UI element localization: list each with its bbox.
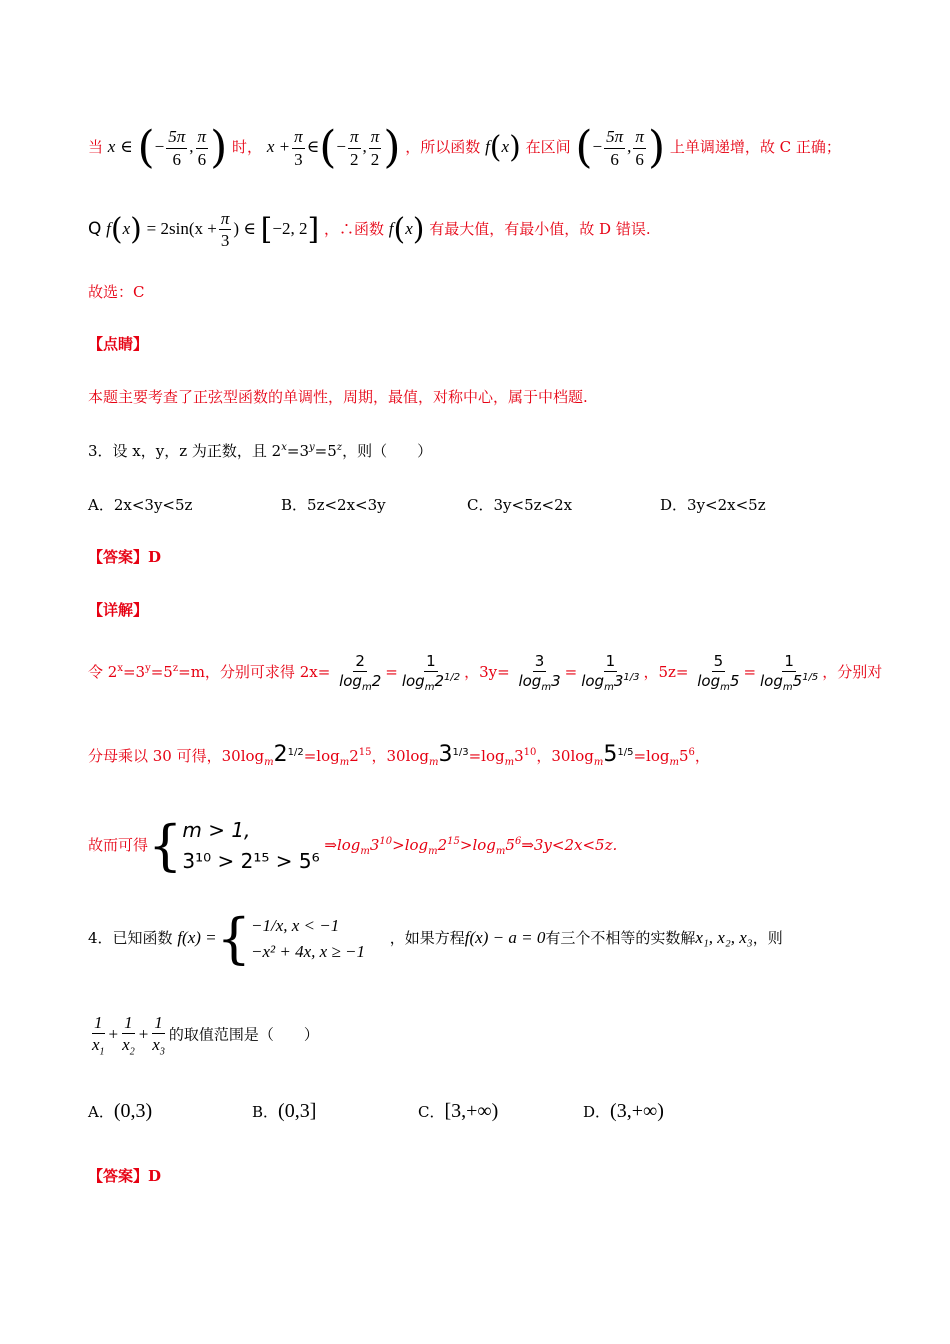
- solution-q3-line2: 分母乘以 30 可得，$30\log_m2^{1/2}=\log_m2^{15}$，$30\log_m3^{1/3}=\log_m3^{10}$，$30\log_m5^{1/5}=\log_m5^6$，: [88, 742, 710, 768]
- range-value: −2, 2: [272, 218, 308, 238]
- expr-2sin: = 2sin(x +: [146, 218, 217, 238]
- solution-line-monotonic: 当 x ∈ (− $\frac{5\pi}{6}$ , $\frac{\pi}{6}$ ) 时， x + $\frac{\pi}{3}$ ∈(− $\frac{\pi}{2}$ , $\frac{\pi}{2}$ ) ，所以函数 f(x) 在区间 (− $\frac{5\pi}{6}$ , $\frac{\pi}{6}$ ) 上单调递增，故 C 正确；: [88, 122, 841, 173]
- paren-open: (: [137, 122, 155, 173]
- fraction-pi-2b: $\frac{\pi}{2}$: [370, 127, 380, 169]
- system-brace: {: [148, 814, 183, 877]
- q4-option-b: B．(0,3]: [252, 1100, 317, 1122]
- solution-line-range: Q f(x) = 2sin(x + $\frac{\pi}{3}$ ) ∈ [−2, 2] ，∴函数 f(x) 有最大值，有最小值，故 D 错误.: [88, 209, 651, 251]
- piecewise-brace: {: [216, 907, 251, 970]
- q3-option-a: A．2x<3y<5z: [88, 496, 193, 514]
- frac-1-logm3third: $\frac{1}{\log_m3^{1/3}}$: [581, 652, 640, 693]
- q4-option-c: C．[3,+∞): [418, 1100, 499, 1122]
- text-shi: 时，: [232, 138, 263, 156]
- in-range: ) ∈: [233, 218, 256, 238]
- summary-text: 本题主要考查了正弦型函数的单调性，周期，最值，对称中心，属于中档题.: [88, 388, 588, 406]
- q3-option-b: B．5z<2x<3y: [281, 496, 386, 514]
- piecewise-cases: −1/x, x < −1 −x² + 4x, x ≥ −1: [251, 915, 365, 961]
- because-symbol: Q: [88, 218, 102, 239]
- frac-1-logm5fifth: $\frac{1}{\log_m5^{1/5}}$: [760, 652, 819, 693]
- fraction-5pi-6: $\frac{5\pi}{6}$: [168, 127, 186, 169]
- func-f: f: [485, 137, 490, 156]
- equation: f(x) − a = 0: [464, 928, 546, 947]
- text-when: 当: [88, 138, 104, 156]
- q3-detail-heading: 【详解】: [88, 601, 149, 619]
- var-x: x: [107, 137, 116, 156]
- fraction-pi-6b: $\frac{\pi}{6}$: [635, 127, 644, 169]
- q4-option-d: D．(3,+∞): [583, 1100, 664, 1122]
- text-therefore-function: ，∴函数: [323, 219, 384, 238]
- q3-answer: 【答案】D: [88, 548, 162, 566]
- fraction-pi-3b: $\frac{\pi}{3}$: [220, 209, 230, 251]
- fraction-pi-6: $\frac{\pi}{6}$: [197, 127, 207, 169]
- question-4-sum: $\frac{1}{x_1}$ + $\frac{1}{x_2}$ + $\frac{1}{x_3}$ 的取值范围是（ ）: [92, 1013, 319, 1058]
- func-fx: f(x) =: [177, 928, 217, 947]
- q3-option-d: D．3y<2x<5z: [660, 496, 766, 514]
- question-3-stem: 3．设 x，y，z 为正数，且 $2^x=3^y=5^z$，则（ ）: [88, 442, 433, 460]
- frac-5-logm5: $\frac{5}{\log_m5}$: [697, 652, 740, 693]
- question-4-stem: 4．已知函数 f(x) ={ −1/x, x < −1 −x² + 4x, x ≥ −1 ，如果方程f(x) − a = 0有三个不相等的实数解x₁, x₂, x₃，则: [88, 907, 783, 970]
- in-symbol: ∈: [120, 137, 133, 156]
- q3-option-c: C．3y<5z<2x: [467, 496, 573, 514]
- roots: x₁, x₂, x₃: [695, 928, 753, 947]
- frac-1-logm2half: $\frac{1}{\log_m2^{1/2}}$: [401, 652, 461, 693]
- text-interval: 在区间: [525, 138, 571, 156]
- text-d-wrong: 有最大值，有最小值，故 D 错误.: [429, 219, 651, 238]
- heading-dianjing: 【点睛】: [88, 335, 149, 353]
- select-answer-c: 故选：C: [88, 283, 145, 301]
- solution-q3-line1: 令 $2^x=3^y=5^z=m$，分别可求得 2x= $\frac{2}{\log_m2}$ = $\frac{1}{\log_m2^{1/2}}$ ，3y= $\frac{3}{\log_m3}$ = $\frac{1}{\log_m3^{1/3}}$ ，5z= $\frac{5}{\log_m5}$ = $\frac{1}{\log_m5^{1/5}}$ ，分别对: [88, 652, 883, 693]
- fraction-5pi-6b: $\frac{5\pi}{6}$: [606, 127, 624, 169]
- text-increasing-c-correct: 上单调递增，故 C 正确；: [669, 138, 841, 156]
- expr-x-plus: x +: [266, 137, 291, 156]
- frac-2-logm2: $\frac{2}{\log_m2}$: [339, 652, 382, 693]
- fraction-pi-3: $\frac{\pi}{3}$: [294, 127, 303, 169]
- frac-3-logm3: $\frac{3}{\log_m3}$: [518, 652, 561, 693]
- q4-option-a: A．(0,3): [88, 1100, 153, 1122]
- q4-answer: 【答案】D: [88, 1167, 162, 1185]
- text-so-function: ，所以函数: [405, 138, 481, 156]
- solution-q3-line3: 故而可得{ m > 1, 3¹⁰ > 2¹⁵ > 5⁶ $\Rightarrow\log_m3^{10}>\log_m2^{15}>\log_m5^6\Rightarrow 3y<2x<5z$.: [88, 814, 618, 877]
- fraction-pi-2: $\frac{\pi}{2}$: [350, 127, 359, 169]
- inequality-system: m > 1, 3¹⁰ > 2¹⁵ > 5⁶: [182, 818, 320, 873]
